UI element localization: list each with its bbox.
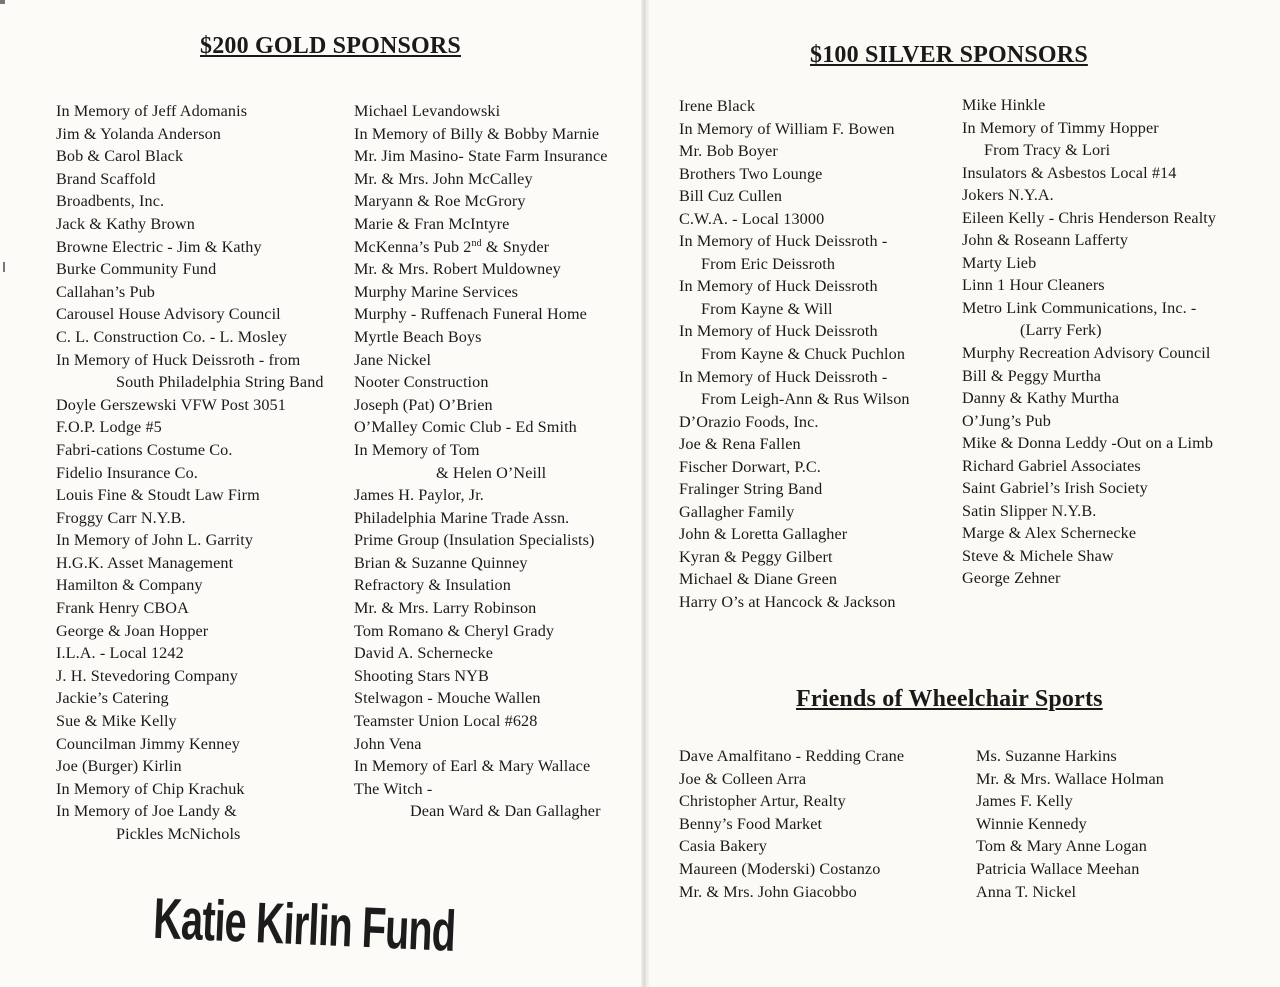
friend-entry: Winnie Kennedy: [976, 814, 1087, 833]
sponsor-entry: Harry O’s at Hancock & Jackson: [679, 593, 896, 612]
sponsor-entry: Richard Gabriel Associates: [962, 456, 1141, 475]
sponsor-entry: Jane Nickel: [354, 350, 432, 369]
sponsor-entry: J. H. Stevedoring Company: [56, 666, 238, 685]
sponsor-entry: Tom Romano & Cheryl Grady: [354, 621, 555, 640]
sponsor-entry: Doyle Gerszewski VFW Post 3051: [56, 395, 286, 414]
sponsor-entry: Jack & Kathy Brown: [56, 214, 195, 233]
sponsor-entry: D’Orazio Foods, Inc.: [679, 412, 819, 431]
sponsor-entry: In Memory of Jeff Adomanis: [56, 102, 248, 120]
ordinal-suffix: nd: [471, 237, 482, 249]
sponsor-entry: O’Jung’s Pub: [962, 411, 1051, 430]
sponsor-entry: Brothers Two Lounge: [679, 164, 823, 183]
gold-sponsors-column-2: [354, 100, 608, 823]
sponsor-entry: Hamilton & Company: [56, 576, 203, 595]
sponsor-entry-continued: From Tracy & Lori: [984, 141, 1111, 160]
sponsor-entry: Louis Fine & Stoudt Law Firm: [56, 486, 260, 505]
sponsor-entry: Danny & Kathy Murtha: [962, 389, 1120, 408]
sponsor-entry: Marie & Fran McIntyre: [354, 214, 510, 233]
sponsor-entry-continued: (Larry Ferk): [1020, 321, 1102, 340]
sponsor-entry: In Memory of William F. Bowen: [679, 119, 895, 138]
sponsor-entry: I.L.A. - Local 1242: [56, 644, 184, 663]
sponsor-entry: Fischer Dorwart, P.C.: [679, 457, 821, 476]
friend-entry: Patricia Wallace Meehan: [976, 859, 1140, 878]
sponsor-entry-continued: South Philadelphia String Band: [116, 373, 324, 392]
sponsor-entry: Marty Lieb: [962, 253, 1037, 272]
sponsor-entry: C. L. Construction Co. - L. Mosley: [56, 327, 287, 346]
sponsor-entry: Jackie’s Catering: [56, 689, 169, 708]
sponsor-entry: Callahan’s Pub: [56, 282, 155, 301]
sponsor-entry: H.G.K. Asset Management: [56, 553, 234, 572]
sponsor-entry-continued: From Eric Deissroth: [701, 254, 836, 273]
sponsor-entry: Irene Black: [679, 97, 756, 115]
friend-entry: Maureen (Moderski) Costanzo: [679, 859, 881, 878]
sponsor-entry: Bob & Carol Black: [56, 147, 184, 166]
friend-entry: James F. Kelly: [976, 792, 1073, 811]
sponsor-entry: Mr. Bob Boyer: [679, 142, 778, 161]
sponsor-entry: Michael Levandowski: [354, 102, 501, 120]
friend-entry: Benny’s Food Market: [679, 814, 823, 833]
sponsor-entry-continued: Pickles McNichols: [116, 825, 241, 843]
sponsor-entry-continued: From Kayne & Will: [701, 299, 833, 318]
friends-title: Friends of Wheelchair Sports: [796, 686, 1103, 712]
sponsor-entry: Joe (Burger) Kirlin: [56, 757, 182, 776]
sponsor-entry: Mr. & Mrs. Robert Muldowney: [354, 260, 561, 279]
sponsor-entry: Linn 1 Hour Cleaners: [962, 276, 1105, 295]
sponsor-entry: Michael & Diane Green: [679, 570, 838, 589]
sponsor-entry: In Memory of Timmy Hopper: [962, 118, 1159, 137]
sponsor-entry: Froggy Carr N.Y.B.: [56, 508, 186, 527]
sponsor-entry: Brand Scaffold: [56, 169, 156, 188]
sponsor-entry: Brian & Suzanne Quinney: [354, 553, 528, 572]
friends-column-1: [679, 745, 904, 903]
sponsor-entry-text: McKenna’s Pub 2: [354, 237, 472, 256]
sponsor-entry: In Memory of Billy & Bobby Marnie: [354, 124, 600, 143]
sponsor-entry: In Memory of Chip Krachuk: [56, 779, 245, 798]
sponsor-entry: In Memory of Huck Deissroth -: [679, 232, 888, 251]
scan-mark: [0, 0, 5, 4]
sponsor-entry: Shooting Stars NYB: [354, 666, 489, 685]
sponsor-entry-text: & Snyder: [481, 237, 550, 256]
sponsor-entry: Murphy Marine Services: [354, 282, 519, 301]
sponsor-entry-continued: From Kayne & Chuck Puchlon: [701, 345, 906, 364]
sponsor-entry: Metro Link Communications, Inc. -: [962, 298, 1197, 317]
sponsor-entry: Jokers N.Y.A.: [962, 186, 1054, 205]
sponsor-entry: Burke Community Fund: [56, 260, 217, 279]
fund-title: Katie Kirlin Fund: [152, 885, 457, 964]
sponsor-entry: F.O.P. Lodge #5: [56, 418, 162, 437]
sponsor-entry: Frank Henry CBOA: [56, 599, 189, 618]
sponsor-entry: Mike Hinkle: [962, 96, 1046, 114]
sponsor-entry: Satin Slipper N.Y.B.: [962, 501, 1097, 520]
sponsor-entry: [354, 236, 608, 259]
friend-entry: Christopher Artur, Realty: [679, 792, 846, 811]
sponsor-entry: Fralinger String Band: [679, 480, 823, 499]
sponsor-entry: Sue & Mike Kelly: [56, 712, 177, 731]
sponsor-entry: Maryann & Roe McGrory: [354, 192, 526, 211]
sponsor-entry: Stelwagon - Mouche Wallen: [354, 689, 541, 708]
friend-entry: Casia Bakery: [679, 837, 767, 856]
friend-entry: Joe & Colleen Arra: [679, 769, 807, 788]
sponsor-entry: Mr. & Mrs. John McCalley: [354, 169, 533, 188]
sponsor-entry: Murphy - Ruffenach Funeral Home: [354, 305, 587, 324]
scan-mark: [3, 262, 5, 272]
sponsor-entry: In Memory of Huck Deissroth: [679, 322, 878, 341]
sponsor-entry: Jim & Yolanda Anderson: [56, 124, 221, 143]
sponsor-entry: Joseph (Pat) O’Brien: [354, 395, 493, 414]
sponsor-entry: The Witch -: [354, 779, 433, 798]
sponsor-entry: C.W.A. - Local 13000: [679, 209, 825, 228]
friend-entry: Mr. & Mrs. Wallace Holman: [976, 769, 1164, 788]
silver-sponsors-column-1: [679, 95, 910, 614]
sponsor-entry: Broadbents, Inc.: [56, 192, 165, 211]
sponsor-entry: Mr. Jim Masino- State Farm Insurance: [354, 147, 608, 166]
gold-sponsors-title: $200 GOLD SPONSORS: [200, 33, 461, 59]
sponsor-entry: Mike & Donna Leddy -Out on a Limb: [962, 434, 1214, 453]
sponsor-entry: In Memory of Huck Deissroth -: [679, 367, 888, 386]
sponsor-entry: In Memory of Earl & Mary Wallace: [354, 757, 591, 776]
sponsor-entry: Carousel House Advisory Council: [56, 305, 281, 324]
sponsor-entry-continued: & Helen O’Neill: [436, 463, 547, 482]
sponsor-entry: In Memory of John L. Garrity: [56, 531, 254, 550]
sponsor-entry: In Memory of Huck Deissroth - from: [56, 350, 301, 369]
sponsor-entry: Fidelio Insurance Co.: [56, 463, 198, 482]
sponsor-entry: John & Loretta Gallagher: [679, 525, 848, 544]
sponsor-entry: Eileen Kelly - Chris Henderson Realty: [962, 208, 1217, 227]
sponsor-entry: O’Malley Comic Club - Ed Smith: [354, 418, 577, 437]
sponsor-entry: Marge & Alex Schernecke: [962, 524, 1137, 543]
sponsor-entry: John Vena: [354, 734, 422, 753]
friend-entry: Ms. Suzanne Harkins: [976, 747, 1117, 765]
sponsor-entry: Joe & Rena Fallen: [679, 435, 801, 454]
sponsor-entry: James H. Paylor, Jr.: [354, 486, 484, 505]
sponsor-entry: David A. Schernecke: [354, 644, 493, 663]
sponsor-entry: Councilman Jimmy Kenney: [56, 734, 240, 753]
sponsor-entry: George Zehner: [962, 569, 1061, 588]
sponsor-entry: In Memory of Huck Deissroth: [679, 277, 878, 296]
sponsor-entry: Fabri-cations Costume Co.: [56, 440, 233, 459]
sponsor-entry: Insulators & Asbestos Local #14: [962, 163, 1177, 182]
friends-column-2: [976, 745, 1164, 903]
sponsor-entry: Refractory & Insulation: [354, 576, 511, 595]
friend-entry: Anna T. Nickel: [976, 882, 1077, 901]
friend-entry: Mr. & Mrs. John Giacobbo: [679, 882, 857, 901]
sponsor-entry: Murphy Recreation Advisory Council: [962, 344, 1211, 363]
sponsor-entry: Bill Cuz Cullen: [679, 187, 783, 206]
silver-sponsors-title: $100 SILVER SPONSORS: [810, 42, 1088, 68]
sponsor-entry: Philadelphia Marine Trade Assn.: [354, 508, 570, 527]
friend-entry: Dave Amalfitano - Redding Crane: [679, 747, 905, 765]
sponsor-entry: Gallagher Family: [679, 502, 795, 521]
sponsor-entry: Bill & Peggy Murtha: [962, 366, 1102, 385]
sponsor-entry: Saint Gabriel’s Irish Society: [962, 479, 1148, 498]
sponsor-entry: Mr. & Mrs. Larry Robinson: [354, 599, 537, 618]
sponsor-entry: Prime Group (Insulation Specialists): [354, 531, 595, 550]
sponsor-entry: Myrtle Beach Boys: [354, 327, 482, 346]
sponsor-entry: Steve & Michele Shaw: [962, 546, 1114, 565]
sponsor-entry: George & Joan Hopper: [56, 621, 209, 640]
friend-entry: Tom & Mary Anne Logan: [976, 837, 1147, 856]
sponsor-entry: In Memory of Joe Landy &: [56, 802, 237, 821]
sponsor-entry: In Memory of Tom: [354, 440, 480, 459]
silver-sponsors-column-2: [962, 94, 1216, 590]
sponsor-entry: Kyran & Peggy Gilbert: [679, 547, 833, 566]
sponsor-entry: Browne Electric - Jim & Kathy: [56, 237, 262, 256]
gold-sponsors-column-1: [56, 100, 324, 846]
sponsor-entry: John & Roseann Lafferty: [962, 231, 1129, 250]
sponsor-entry: Nooter Construction: [354, 373, 489, 392]
sponsor-entry: Teamster Union Local #628: [354, 712, 538, 731]
sponsor-entry-continued: Dean Ward & Dan Gallagher: [410, 802, 601, 821]
sponsor-entry-continued: From Leigh-Ann & Rus Wilson: [701, 390, 910, 409]
page-fold: [641, 0, 649, 987]
